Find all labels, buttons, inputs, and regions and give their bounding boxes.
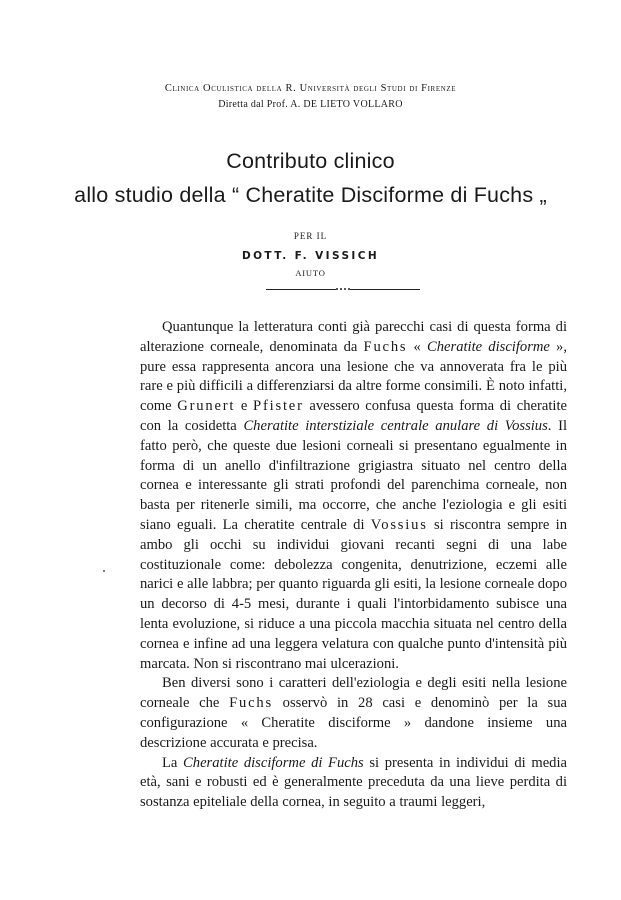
author-ref: Pfister bbox=[253, 398, 304, 415]
article-body bbox=[140, 318, 567, 813]
author-ref: Fuchs bbox=[363, 338, 408, 355]
text-run: . Il fatto però, che queste due lesioni corneali si presentano egualmente in forma di un anello d'infiltrazione grigiastra situato nel centro della cornea e interessante gli strati profondi del parenchima corneale, non basta per ritenerle simili, ma occorre, che anche l'eziologia e gli esiti siano eguali. La cheratite centrale di bbox=[140, 417, 567, 533]
author-name: DOTT. F. VISSICH bbox=[241, 250, 380, 262]
author-ref: Fuchs bbox=[229, 695, 273, 712]
title-line-2: allo studio della “ Cheratite Disciforme di Fuchs „ bbox=[74, 183, 547, 207]
text-run: Quantunque la letteratura conti già parecchi casi di questa forma di alterazione corneale, denominata da bbox=[140, 319, 567, 355]
author-role: AIUTO bbox=[295, 268, 326, 278]
text-run: si riscontra sempre in ambo gli occhi su individui giovani recanti segni di una labe costituzionale come: debolezza congenita, denutrizione, eczemi alle narici e alle labbra; per quanto riguarda gli esiti, la lesione corneale dopo un decorso di 4-5 mesi, durante i quali l'intorbidamento subisce una lenta evoluzione, si riduce a una piccola macchia situata nel centro della cornea e infine ad una leggera velatura con qualche punto d'intensità più marcata. Non si riscontrano mai ulcerazioni. bbox=[140, 516, 567, 672]
title-line-1: Contributo clinico bbox=[226, 149, 395, 173]
term-emphasis: Cheratite disciforme di Fuchs bbox=[183, 754, 364, 771]
text-run: Ben diversi sono i caratteri dell'eziologia e degli esiti nella lesione corneale che bbox=[140, 675, 567, 712]
text-run: osservò in 28 casi e denominò per la sua configurazione « Cheratite disciforme » dandone insieme una descrizione accurata e precisa. bbox=[140, 695, 568, 751]
director-line: Diretta dal Prof. A. DE LIETO VOLLARO bbox=[218, 99, 403, 110]
institution-header: Clinica Oculistica della R. Università degli Studi di Firenze bbox=[164, 83, 457, 94]
paragraph-3 bbox=[140, 754, 567, 813]
byline-per: PER IL bbox=[293, 231, 328, 241]
margin-speck bbox=[103, 570, 105, 572]
text-run: e bbox=[235, 398, 254, 415]
paragraph-2 bbox=[140, 674, 567, 753]
paragraph-1 bbox=[140, 318, 567, 674]
term-emphasis: Cheratite interstiziale centrale anulare di Vossius bbox=[243, 417, 548, 434]
text-run: « bbox=[407, 338, 428, 355]
text-run: », pure essa rappresenta ancora una lesione che va annoverata fra le più rare e più difficili a differenziarsi da altre forme consimili. È noto infatti, come bbox=[140, 338, 568, 415]
text-run: avessero confusa questa forma di cheratite con la cosidetta bbox=[140, 398, 567, 434]
term-emphasis: Cheratite disciforme bbox=[427, 338, 550, 355]
author-ref: Grunert bbox=[177, 398, 236, 415]
text-run: La bbox=[162, 754, 184, 771]
text-run: si presenta in individui di media età, sani e robusti ed è generalmente preceduta da una lieve perdita di sostanza epiteliale della cornea, in seguito a traumi leggeri, bbox=[140, 754, 568, 811]
author-ref: Vossius bbox=[370, 516, 428, 533]
separator-ornament bbox=[336, 287, 350, 291]
